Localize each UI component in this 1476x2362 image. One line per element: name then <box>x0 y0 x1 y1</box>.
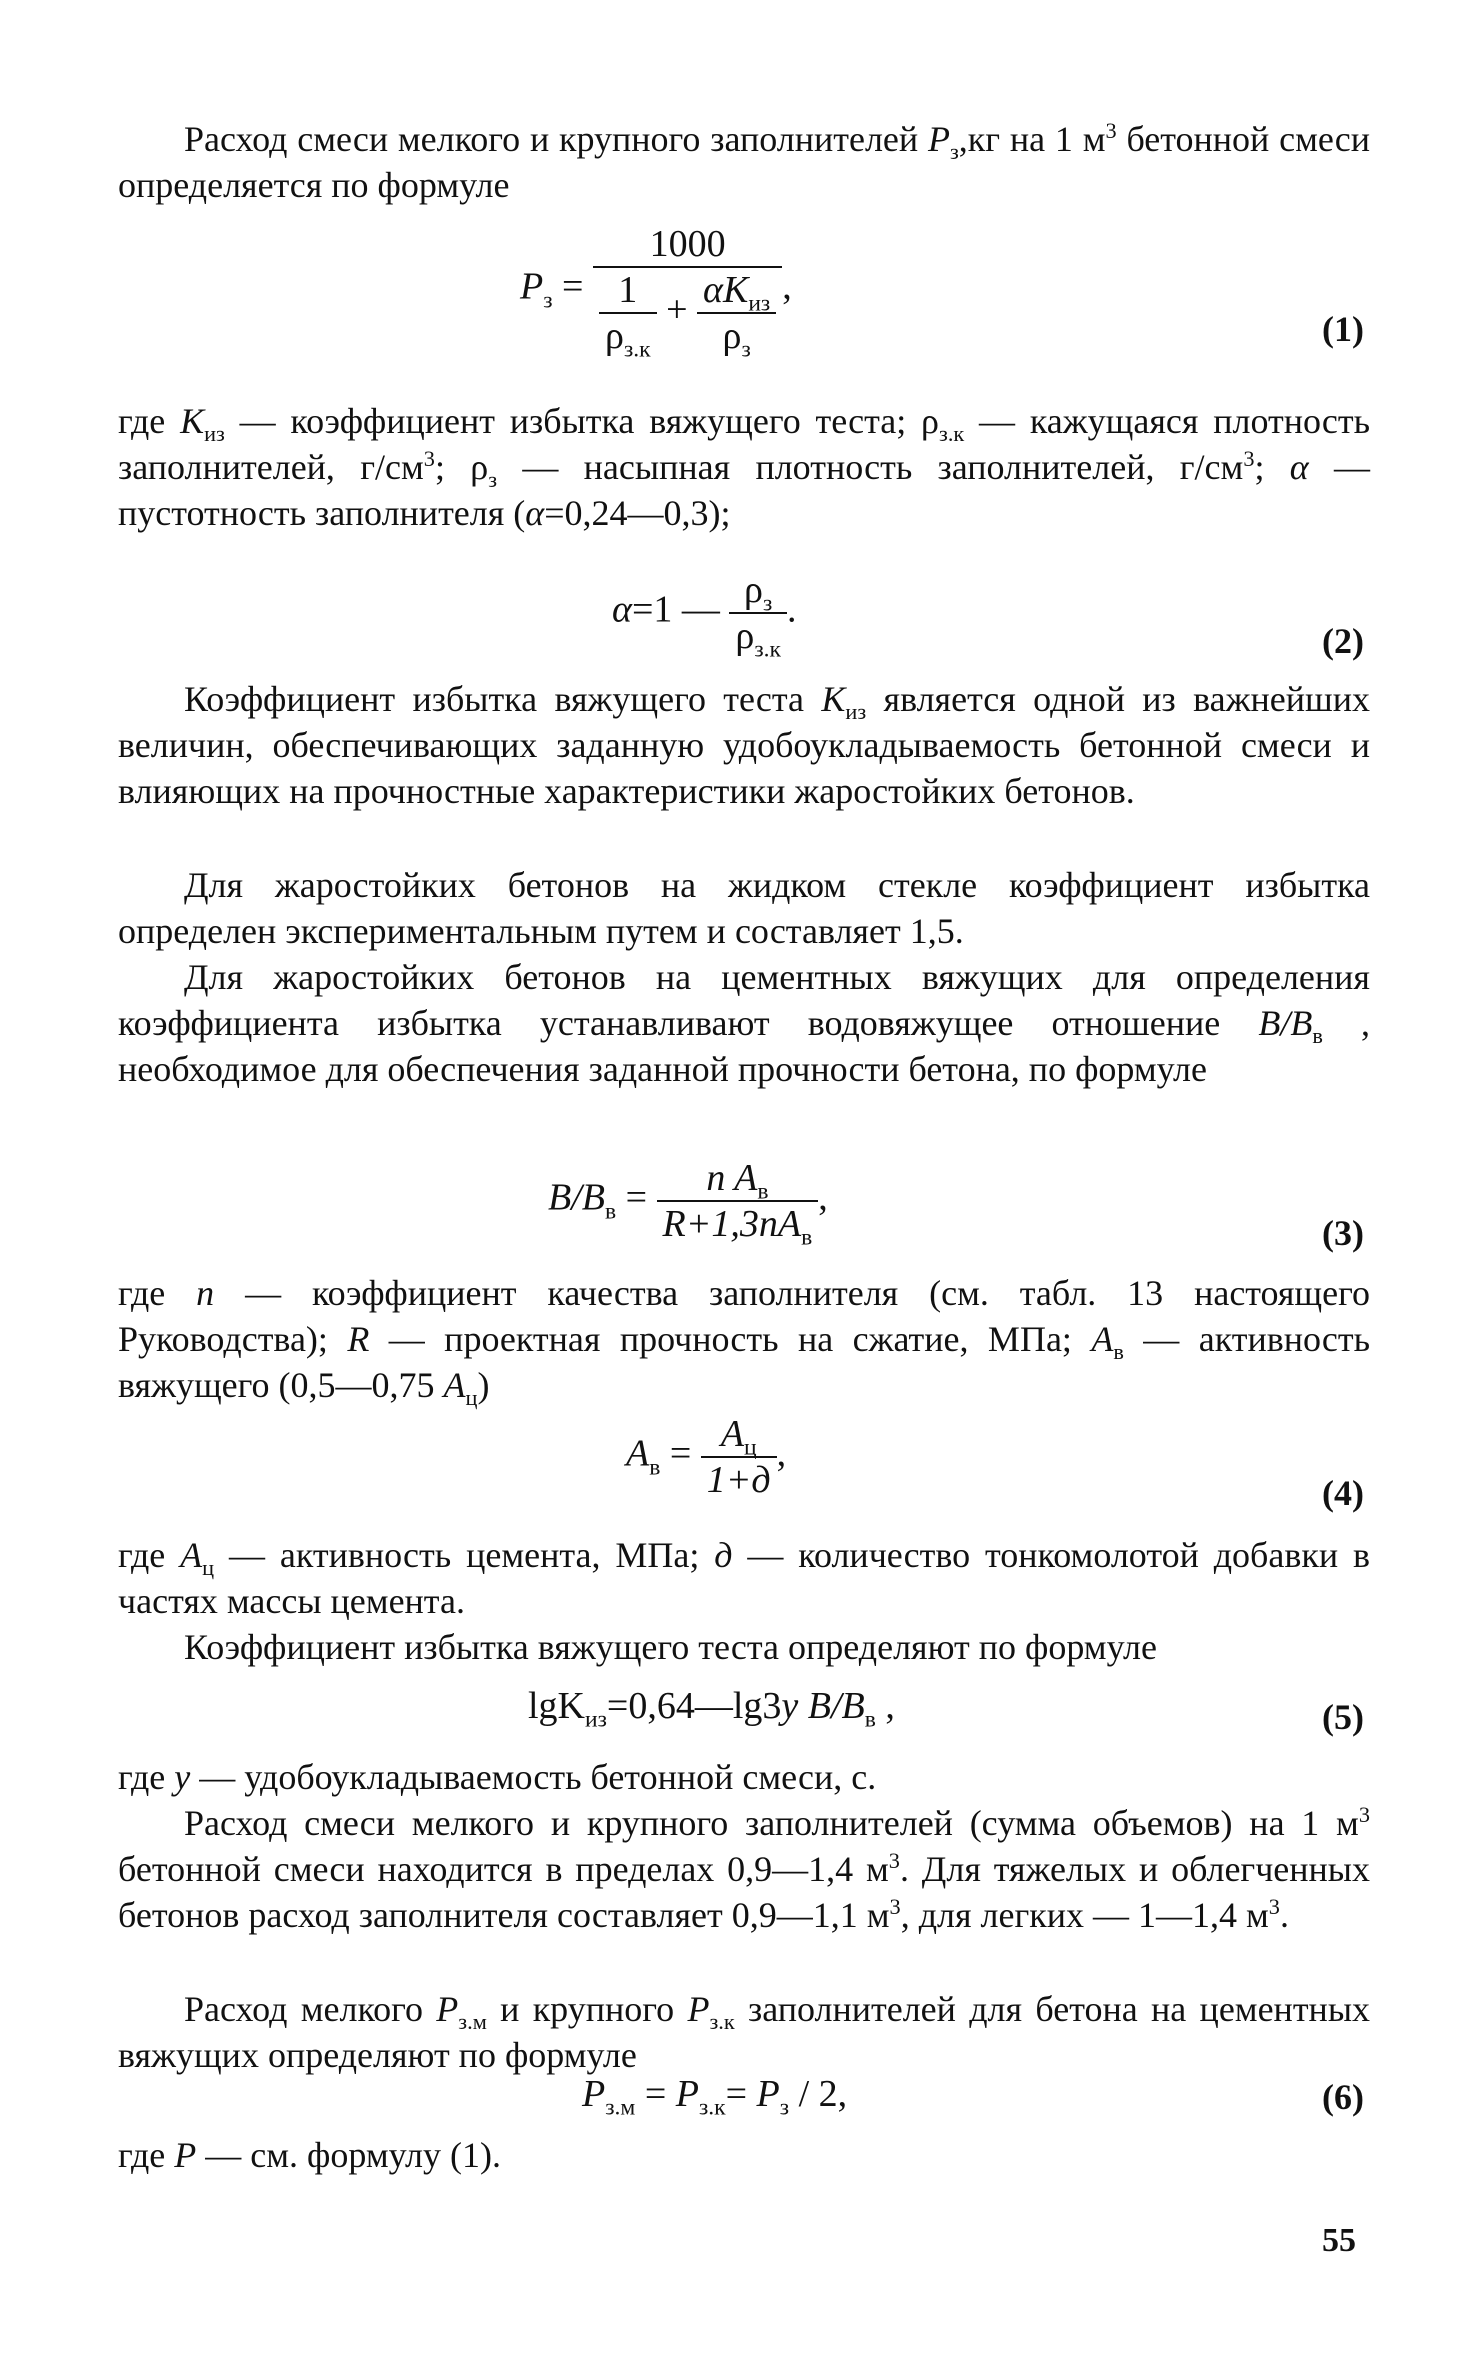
formula-4: $A_в$ = $\frac{A_ц}{1+д}$ , <box>626 1413 787 1501</box>
page-number: 55 <box>1322 2222 1356 2259</box>
paragraph-definitions-3: где n — коэффициент качества заполнителя (см. табл. 13 настоящего Руководства); R — проектная прочность на сжатие, МПа; $A_в$ — активность вяжущего (0,5—0,75 $A_ц$) <box>118 1273 1371 1411</box>
formula-5: lgK$_{из}$=0,64—lg3y $B/B_в$ , <box>528 1685 895 1733</box>
paragraph-fine-coarse: Расход мелкого $P_{з.м}$ и крупного $P_{з.к}$ заполнителей для бетона на цементных вяжущих определяют по формуле <box>118 1989 1371 2075</box>
paragraph-definitions-5: где y — удобоукладываемость бетонной смеси, с. <box>118 1757 877 1797</box>
p1-tail: бетонной смеси определяется по формуле <box>118 119 1370 205</box>
paragraph-definitions-1: где $K_{из}$ — коэффициент избытка вяжущего теста; $\rho_{з.к}$ — кажущаяся плотность заполнителей, $г/см^3$; $\rho_з$ — насыпная плотность заполнителей, $г/см^3$; α — пустотность заполнителя (α=0,24—0,3); <box>118 401 1370 533</box>
equation-number-5: (5) <box>1322 1697 1364 1737</box>
paragraph-cement-binders: Для жаростойких бетонов на цементных вяжущих для определения коэффициента избытка устанавливают водовяжущее отношение $В/В_в$ , необходимое для обеспечения заданной прочности бетона, по формуле <box>118 957 1370 1089</box>
formula-2: α=1 — $\frac{\rho_з}{\rho_{з.к}}$ . <box>612 569 797 663</box>
equation-number-1: (1) <box>1322 309 1364 349</box>
formula-3: $B/B_в$ = $\frac{n A_в}{R+1,3nA_в}$ , <box>548 1157 828 1251</box>
paragraph-liquid-glass: Для жаростойких бетонов на жидком стекле коэффициент избытка определен экспериментальным путем и составляет 1,5. <box>118 865 1370 951</box>
paragraph-volume-range: Расход смеси мелкого и крупного заполнителей (сумма объемов) на 1 $м^3$ бетонной смеси находится в пределах 0,9—1,4 $м^3$. Для тяжелых и облегченных бетонов расход заполнителя составляет 0,9—1,1 $м^3$, для легких — 1—1,4 $м^3$. <box>118 1802 1370 1935</box>
formula-1: $P_з$ = 1000 $\frac{1}{\rho_{з.к}}$ + $\frac{\alpha K_{из}}{\rho_з}$ , <box>520 223 792 363</box>
equation-number-6: (6) <box>1322 2077 1364 2117</box>
paragraph-definitions-6: где P — см. формулу (1). <box>118 2135 501 2175</box>
equation-number-4: (4) <box>1322 1473 1364 1513</box>
paragraph-determine-coefficient: Коэффициент избытка вяжущего теста определяют по формуле <box>184 1627 1157 1667</box>
paragraph-excess-coefficient: Коэффициент избытка вяжущего теста $K_{из}$ является одной из важнейших величин, обеспечивающих заданную удобоукладываемость бетонной смеси и влияющих на прочностные характеристики жаростойких бетонов. <box>118 679 1370 811</box>
paragraph-definitions-4: где $A_ц$ — активность цемента, МПа; д — количество тонкомолотой добавки в частях массы цемента. <box>118 1535 1370 1621</box>
equation-number-3: (3) <box>1322 1213 1364 1253</box>
formula-6: $P_{з.м} = P_{з.к}= P_з / 2$, <box>582 2073 848 2121</box>
paragraph-aggregate-consumption: Расход смеси мелкого и крупного заполнителей $P_з,кг$ на 1 $м^3$ бетонной смеси определяется по формуле <box>118 118 1370 205</box>
equation-number-2: (2) <box>1322 621 1364 661</box>
